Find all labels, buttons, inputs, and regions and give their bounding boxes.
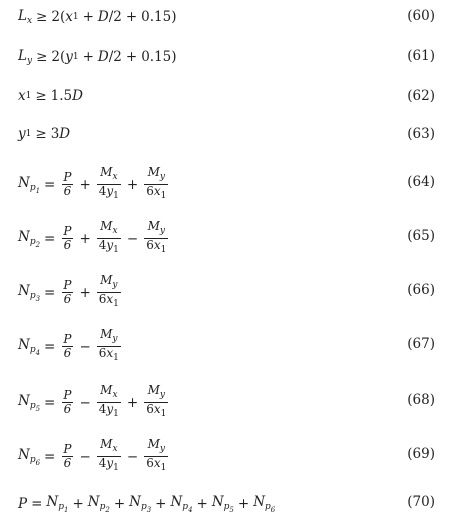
equation-number-69: (69)	[407, 446, 435, 462]
equation-number-60: (60)	[407, 8, 435, 24]
equation-number-66: (66)	[407, 282, 435, 298]
equation-61: $L_y$ ≥ 2( y 1 + D /2 + 0.15)	[18, 48, 177, 66]
equation-number-68: (68)	[407, 392, 435, 408]
equation-69: $N_{p_6}$ = $\frac{P}{6}$ − $\frac{M_x}{4y_1}$ − $\frac{M_y}{6x_1}$	[18, 437, 167, 473]
equation-number-61: (61)	[407, 48, 435, 64]
equation-70: P = $N_{p_1}$ + $N_{p_2}$ + $N_{p_3}$ + $N_{p_4}$ + $N_{p_5}$ + $N_{p_6}$	[18, 494, 276, 514]
equation-60: $L_x$ ≥ 2( x 1 + D /2 + 0.15)	[18, 8, 177, 26]
equation-68: $N_{p_5}$ = $\frac{P}{6}$ − $\frac{M_x}{4y_1}$ + $\frac{M_y}{6x_1}$	[18, 383, 167, 419]
equation-row-66	[18, 273, 435, 309]
equation-66: $N_{p_3}$ = $\frac{P}{6}$ + $\frac{M_y}{6x_1}$	[18, 273, 119, 309]
equation-row-63	[18, 126, 435, 146]
equation-67: $N_{p_4}$ = $\frac{P}{6}$ − $\frac{M_y}{6x_1}$	[18, 327, 119, 363]
equation-row-70	[18, 494, 435, 516]
equation-64: $N_{p_1}$ = $\frac{P}{6}$ + $\frac{M_x}{4y_1}$ + $\frac{M_y}{6x_1}$	[18, 165, 167, 201]
equation-row-62	[18, 88, 435, 108]
equation-63: y 1 ≥ 3 D	[18, 126, 71, 142]
equation-row-60	[18, 8, 435, 28]
equation-row-65	[18, 219, 435, 255]
equation-number-67: (67)	[407, 336, 435, 352]
equation-number-63: (63)	[407, 126, 435, 142]
equation-number-65: (65)	[407, 228, 435, 244]
equation-row-67	[18, 327, 435, 363]
equation-number-70: (70)	[407, 494, 435, 510]
equation-row-61	[18, 48, 435, 68]
equation-row-64	[18, 165, 435, 201]
equation-number-64: (64)	[407, 174, 435, 190]
equation-62: x 1 ≥ 1.5 D	[18, 88, 83, 104]
equation-row-69	[18, 437, 435, 473]
equation-number-62: (62)	[407, 88, 435, 104]
equation-65: $N_{p_2}$ = $\frac{P}{6}$ + $\frac{M_x}{4y_1}$ − $\frac{M_y}{6x_1}$	[18, 219, 167, 255]
equation-row-68	[18, 383, 435, 419]
